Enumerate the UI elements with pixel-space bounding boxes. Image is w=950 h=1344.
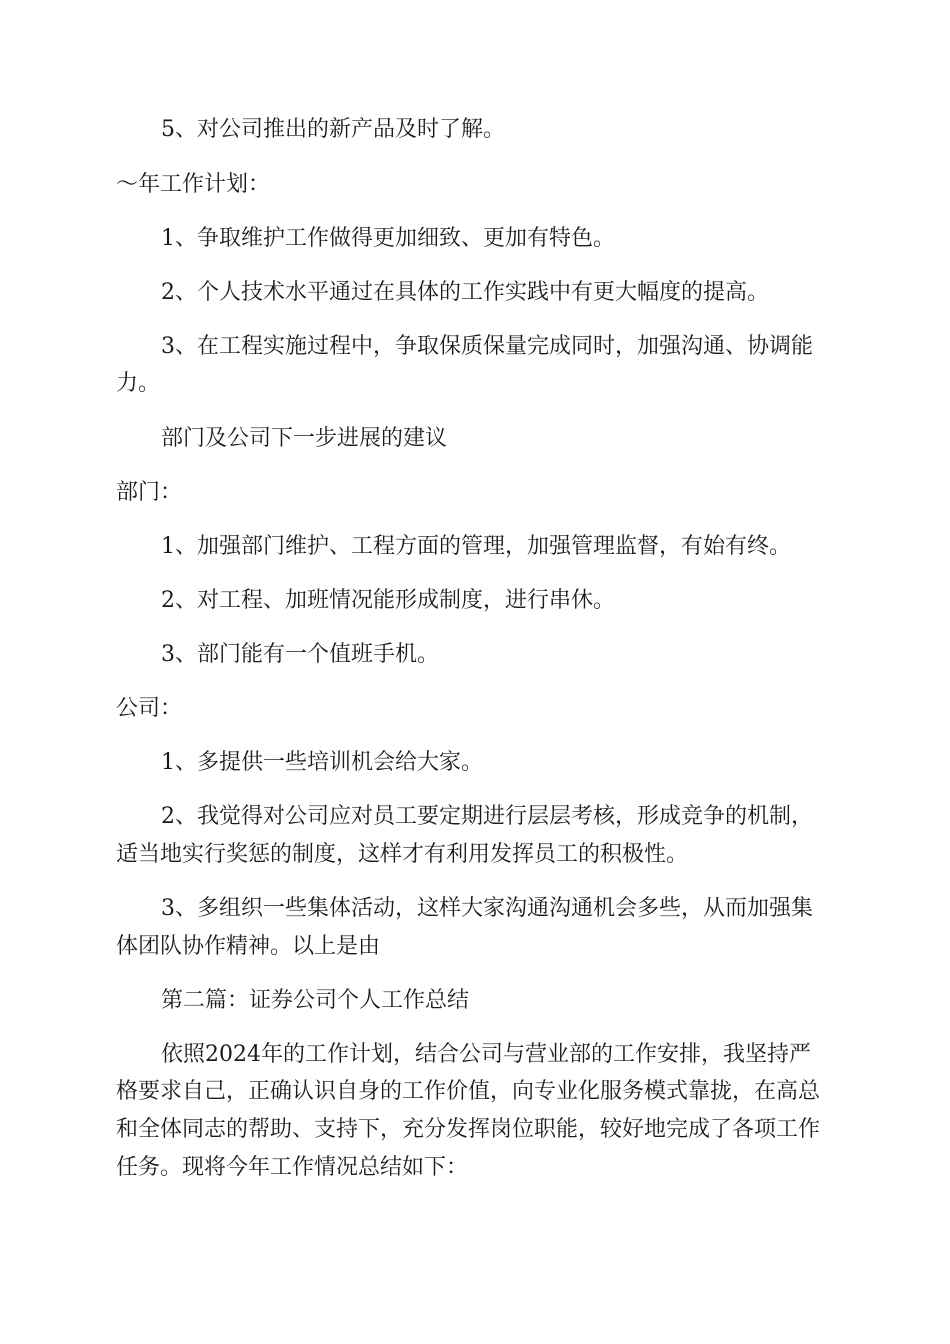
paragraph-line: 格要求自己，正确认识自身的工作价值，向专业化服务模式靠拢，在高总 [116, 1079, 821, 1104]
list-item: 3、在工程实施过程中，争取保质保量完成同时，加强沟通、协调能 [161, 334, 813, 359]
section-heading: 部门： [116, 480, 183, 505]
list-item: 1、争取维护工作做得更加细致、更加有特色。 [161, 226, 615, 251]
paragraph-line: 和全体同志的帮助、支持下，充分发挥岗位职能，较好地完成了各项工作 [116, 1117, 821, 1142]
paragraph-line: 任务。现将今年工作情况总结如下： [116, 1155, 469, 1180]
list-item: 2、我觉得对公司应对员工要定期进行层层考核，形成竞争的机制， [161, 804, 813, 829]
paragraph-line: 依照2024年的工作计划，结合公司与营业部的工作安排，我坚持严 [161, 1042, 811, 1067]
list-item: 3、部门能有一个值班手机。 [161, 642, 439, 667]
list-item-continuation: 力。 [116, 371, 161, 396]
list-item: 2、对工程、加班情况能形成制度，进行串休。 [161, 588, 615, 613]
section-heading: ～年工作计划： [116, 172, 271, 197]
list-item: 2、个人技术水平通过在具体的工作实践中有更大幅度的提高。 [161, 280, 769, 305]
list-item: 5、对公司推出的新产品及时了解。 [161, 117, 505, 142]
list-item: 3、多组织一些集体活动，这样大家沟通沟通机会多些，从而加强集 [161, 896, 813, 921]
list-item: 1、加强部门维护、工程方面的管理，加强管理监督，有始有终。 [161, 534, 791, 559]
section-heading: 部门及公司下一步进展的建议 [161, 426, 448, 451]
list-item-continuation: 适当地实行奖惩的制度，这样才有利用发挥员工的积极性。 [116, 842, 689, 867]
article-title: 第二篇：证券公司个人工作总结 [161, 988, 470, 1013]
list-item-continuation: 体团队协作精神。以上是由 [116, 934, 381, 959]
list-item: 1、多提供一些培训机会给大家。 [161, 750, 483, 775]
section-heading: 公司： [116, 696, 183, 721]
